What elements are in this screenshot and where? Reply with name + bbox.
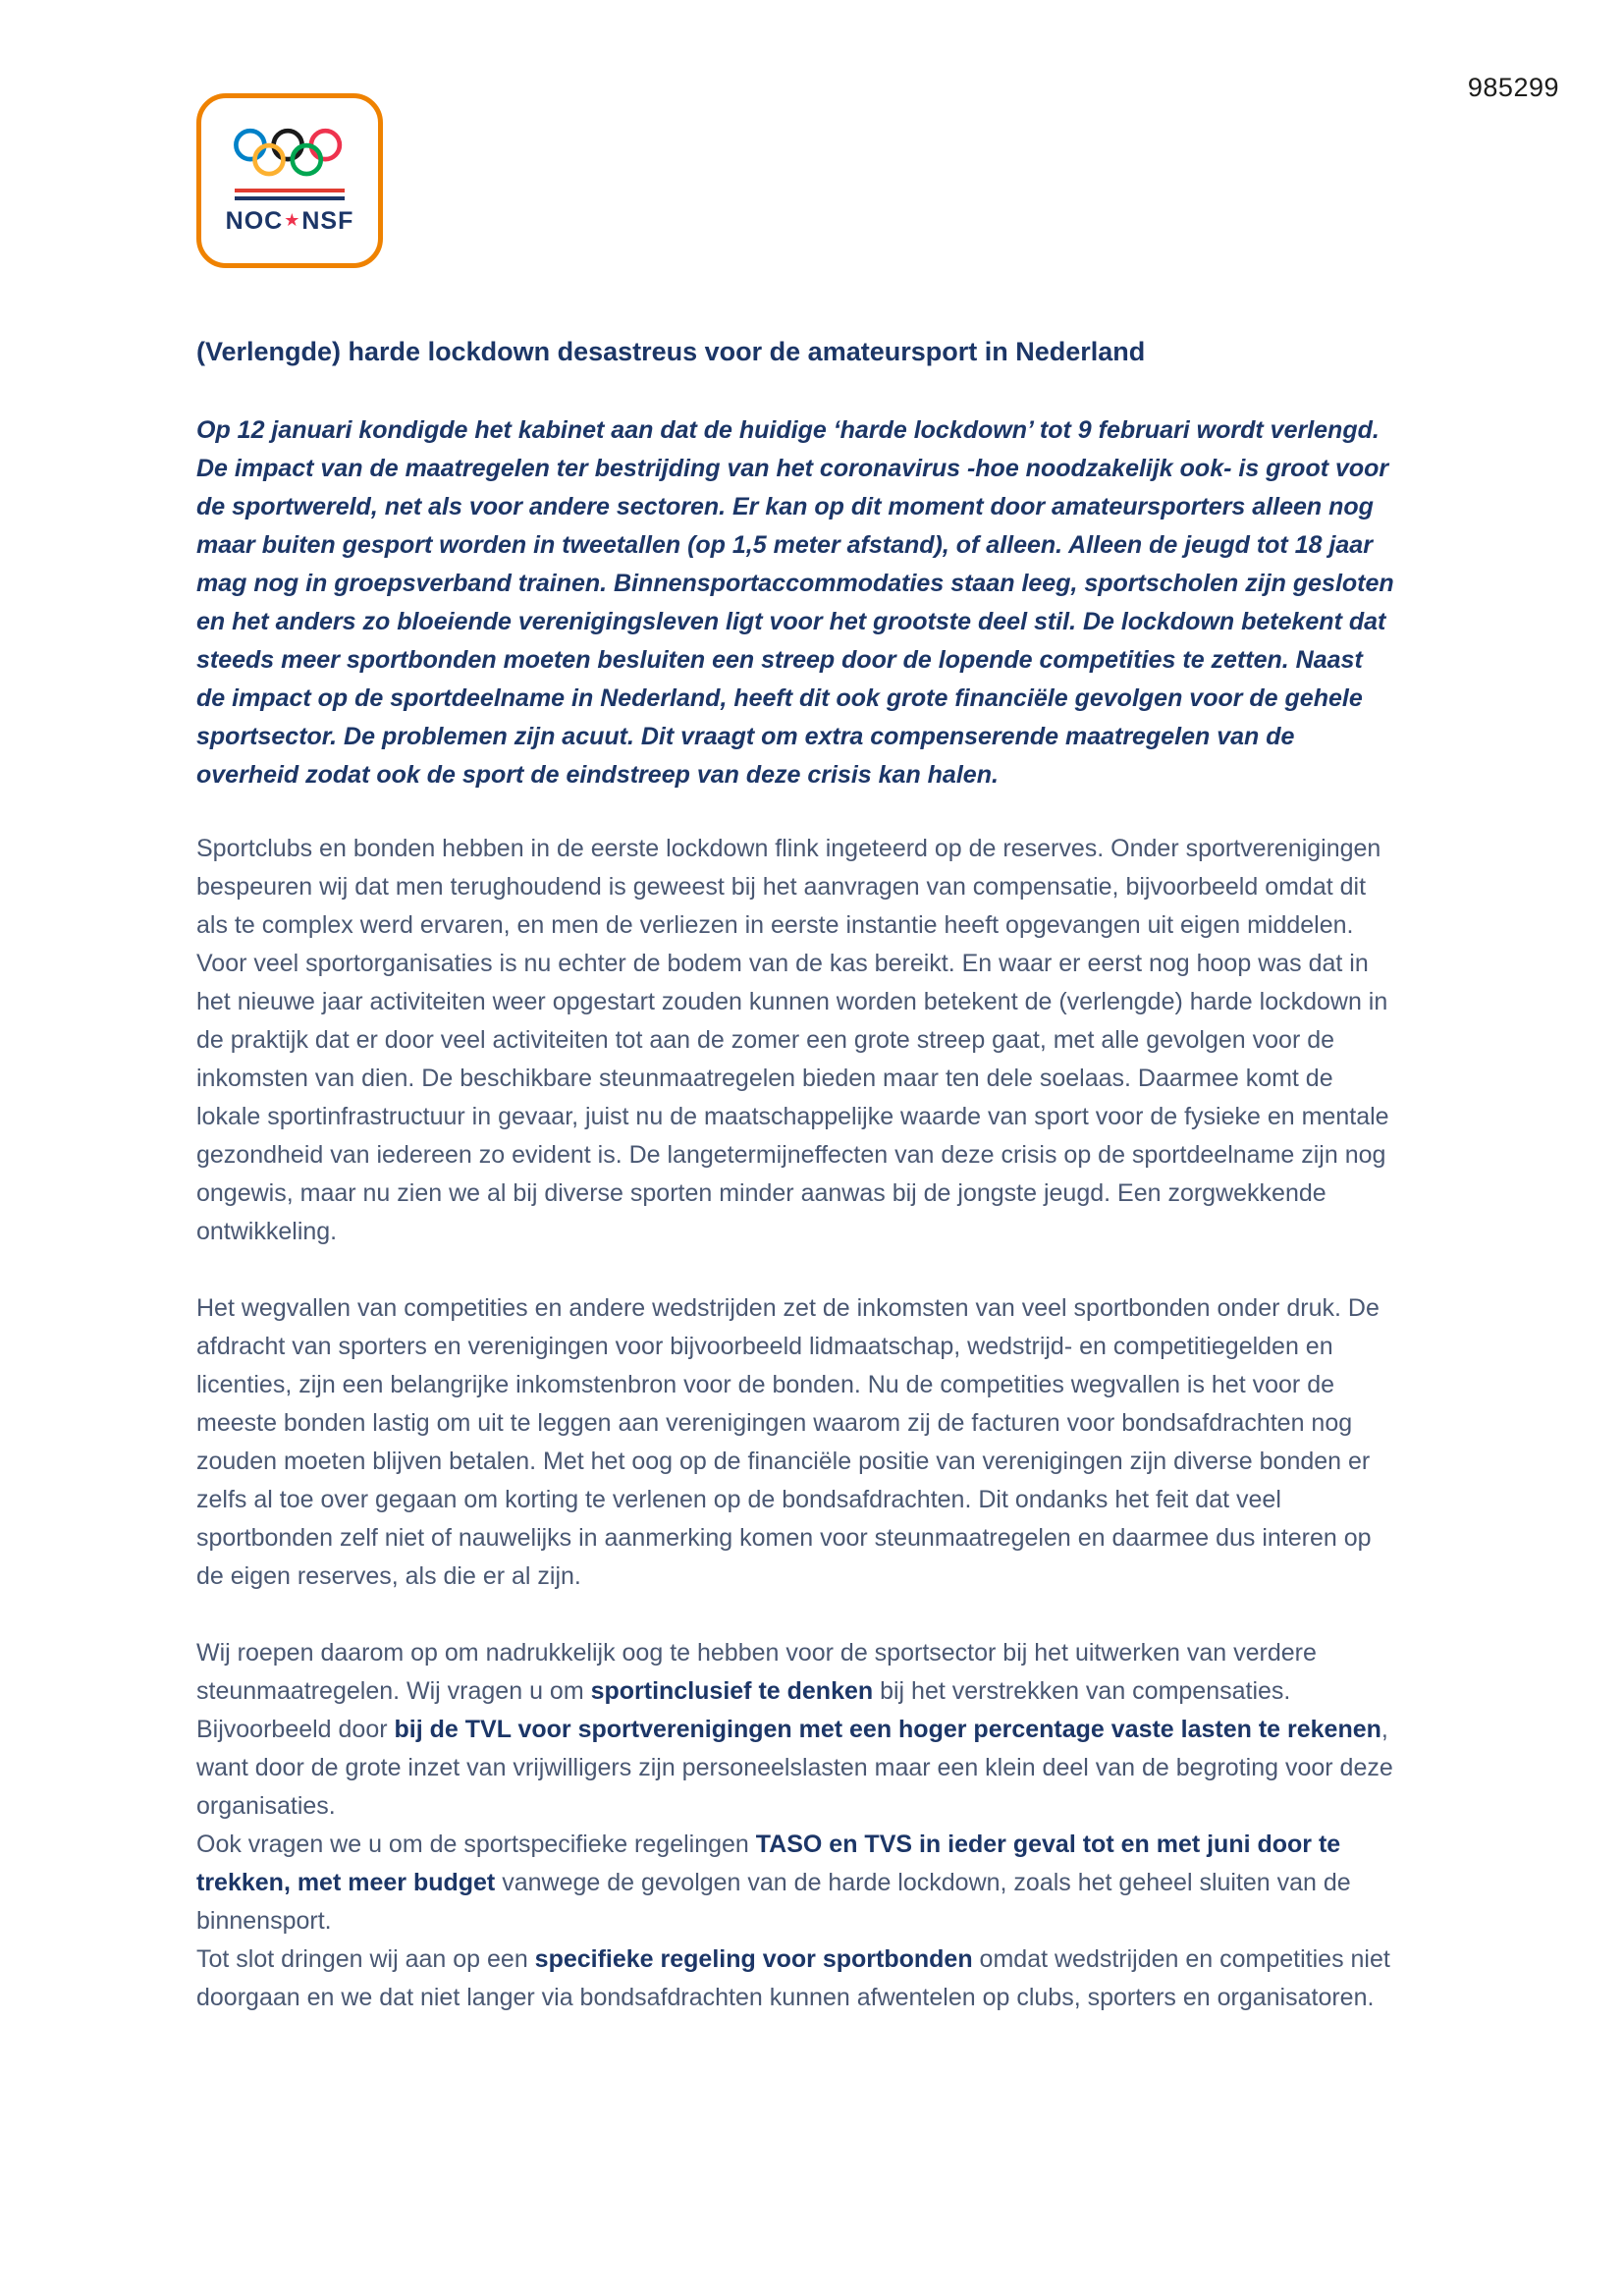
logo-star-icon: ★ <box>284 210 301 231</box>
flag-stripe-navy <box>235 196 345 200</box>
logo-text-nsf: NSF <box>301 206 354 235</box>
bold-text-run: TASO en TVS in ieder geval tot en met juni door te trekken, met meer budget <box>196 1831 1341 1896</box>
dutch-flag-icon <box>235 189 345 200</box>
text-run: omdat wedstrijden en competities niet doorgaan en we dat niet langer via bondsafdrachten kunnen afwentelen op clubs, sporters en organisatoren. <box>196 1945 1390 2011</box>
body-paragraph <box>196 1634 1395 1826</box>
text-run: bij het verstrekken van compensaties. Bijvoorbeeld door <box>196 1677 1291 1743</box>
body-paragraph <box>196 1941 1395 2017</box>
body-paragraph <box>196 1826 1395 1941</box>
text-run: vanwege de gevolgen van de harde lockdown, zoals het geheel sluiten van de binnensport. <box>196 1869 1351 1935</box>
bold-text-run: sportinclusief te denken <box>590 1677 874 1705</box>
intro-paragraph: Op 12 januari kondigde het kabinet aan dat de huidige ‘harde lockdown’ tot 9 februari wordt verlengd. De impact van de maatregelen ter bestrijding van het coronavirus -hoe noodzakelijk ook- is groot voor de sportwereld, net als voor andere sectoren. Er kan op dit moment door amateursporters alleen nog maar buiten gesport worden in tweetallen (op 1,5 meter afstand), of alleen. Alleen de jeugd tot 18 jaar mag nog in groepsverband trainen. Binnensportaccommodaties staan leeg, sportscholen zijn gesloten en het anders zo bloeiende verenigingsleven ligt voor het grootste deel stil. De lockdown betekent dat steeds meer sportbonden moeten besluiten een streep door de lopende competities te zetten. Naast de impact op de sportdeelname in Nederland, heeft dit ook grote financiële gevolgen voor de gehele sportsector. De problemen zijn acuut. Dit vraagt om extra compenserende maatregelen van de overheid zodat ook de sport de eindstreep van deze crisis kan halen. <box>196 416 1394 789</box>
bold-text-run: specifieke regeling voor sportbonden <box>534 1945 973 1973</box>
body-paragraph <box>196 1289 1395 1596</box>
bold-text-run: bij de TVL voor sportverenigingen met een hoger percentage vaste lasten te rekenen <box>394 1716 1381 1743</box>
body-paragraphs <box>196 830 1395 2017</box>
logo-text-noc: NOC <box>225 206 284 235</box>
text-run: Sportclubs en bonden hebben in de eerste lockdown flink ingeteerd op de reserves. Onder sportverenigingen bespeuren wij dat men terughoudend is geweest bij het aanvragen van compensatie, bijvoorbeeld omdat dit als te complex werd ervaren, en men de verliezen in eerste instantie heeft opgevangen uit eigen middelen. Voor veel sportorganisaties is nu echter de bodem van de kas bereikt. En waar er eerst nog hoop was dat in het nieuwe jaar activiteiten weer opgestart zouden kunnen worden betekent de (verlengde) harde lockdown in de praktijk dat er door veel activiteiten tot aan de zomer een grote streep gaat, met alle gevolgen voor de inkomsten van dien. De beschikbare steunmaatregelen bieden maar ten dele soelaas. Daarmee komt de lokale sportinfrastructuur in gevaar, juist nu de maatschappelijke waarde van sport voor de fysieke en mentale gezondheid van iedereen zo evident is. De langetermijneffecten van deze crisis op de sportdeelname zijn nog ongewis, maar nu zien we al bij diverse sporten minder aanwas bij de jongste jeugd. Een zorgwekkende ontwikkeling. <box>196 835 1389 1245</box>
text-run: Tot slot dringen wij aan op een <box>196 1945 535 1973</box>
document-title: (Verlengde) harde lockdown desastreus voor de amateursport in Nederland <box>196 337 1146 366</box>
text-run: Het wegvallen van competities en andere wedstrijden zet de inkomsten van veel sportbonden onder druk. De afdracht van sporters en verenigingen voor bijvoorbeeld lidmaatschap, wedstrijd- en competitiegelden en licenties, zijn een belangrijke inkomstenbron voor de bonden. Nu de competities wegvallen is het voor de meeste bonden lastig om uit te leggen aan verenigingen waarom zij de facturen voor bondsafdrachten nog zouden moeten blijven betalen. Met het oog op de financiële positie van verenigingen zijn diverse bonden er zelfs al toe over gegaan om korting te verlenen op de bondsafdrachten. Dit ondanks het feit dat veel sportbonden zelf niet of nauwelijks in aanmerking komen voor steunmaatregelen en daarmee dus interen op de eigen reserves, als die er al zijn. <box>196 1294 1380 1590</box>
document-number: 985299 <box>1467 73 1559 102</box>
body-paragraph <box>196 830 1395 1251</box>
olympic-rings-icon <box>232 127 348 182</box>
logo-wordmark <box>226 207 354 236</box>
text-run: Wij roepen daarom op om nadrukkelijk oog te hebben voor de sportsector bij het uitwerken van verdere steunmaatregelen. Wij vragen u om <box>196 1639 1317 1705</box>
text-run: Ook vragen we u om de sportspecifieke regelingen <box>196 1831 756 1858</box>
text-run: , want door de grote inzet van vrijwilligers zijn personeelslasten maar een klein deel van de begroting voor deze organisaties. <box>196 1716 1393 1820</box>
nocnsf-logo <box>196 93 383 268</box>
